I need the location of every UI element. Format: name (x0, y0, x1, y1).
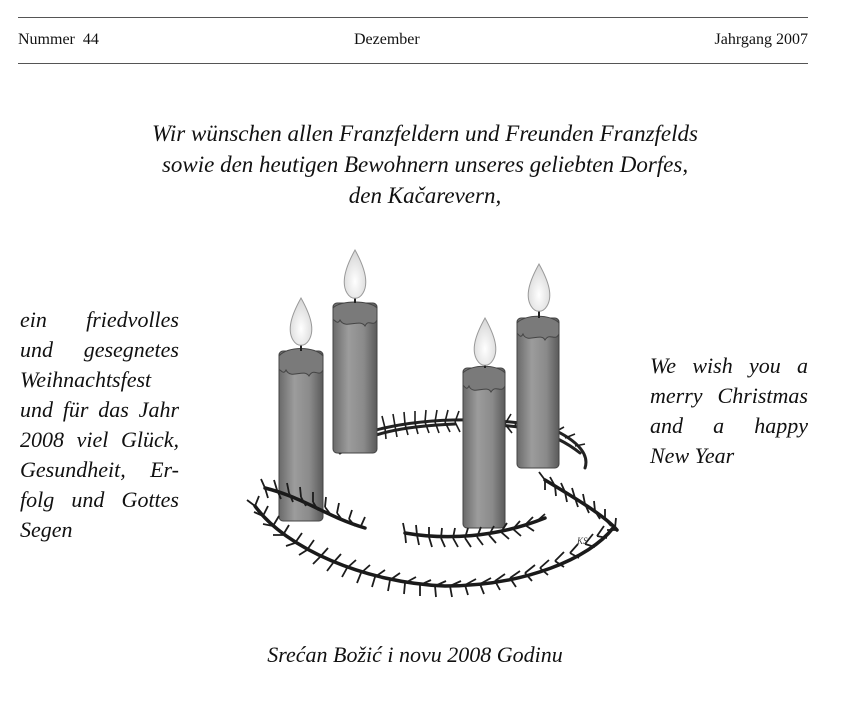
english-wish (650, 351, 808, 471)
english-wish-line: We wish you a (650, 353, 808, 378)
german-wish-line: folg und Gottes (20, 487, 179, 512)
candle-back-right (517, 264, 559, 468)
greeting-text (60, 118, 790, 211)
greeting-line: sowie den heutigen Bewohnern unseres geliebten Dorfes, (161, 152, 689, 177)
german-wish-line: und für das Jahr (20, 397, 179, 422)
german-wish-line: und gesegnetes (20, 337, 179, 362)
german-wish-line: Segen (20, 517, 73, 542)
serbian-wish: Srećan Božić i novu 2008 Godinu (267, 642, 563, 667)
issue-number: Nummer 44 (18, 31, 99, 48)
german-wish (20, 305, 179, 545)
greeting-line: den Kačarevern, (348, 183, 502, 208)
top-rule (18, 17, 808, 18)
english-wish-line: merry Christmas (650, 383, 808, 408)
german-wish-line: Gesundheit, Er- (20, 457, 179, 482)
english-wish-line: and a happy (650, 413, 808, 438)
header-bottom-rule (18, 63, 808, 64)
greeting-line: Wir wünschen allen Franzfeldern und Freunden Franzfelds (152, 121, 698, 146)
issue-month: Dezember (354, 31, 420, 48)
german-wish-line: 2008 viel Glück, (20, 427, 179, 452)
candle-front-right (463, 318, 505, 528)
english-wish-line: New Year (650, 443, 735, 468)
issue-volume: Jahrgang 2007 (714, 31, 808, 48)
german-wish-line: Weihnachtsfest (20, 367, 152, 392)
candle-front-left (279, 298, 323, 521)
advent-wreath-illustration (245, 248, 625, 600)
artist-signature: KS (577, 536, 588, 546)
german-wish-line: ein friedvolles (20, 307, 179, 332)
candle-back-left (333, 250, 377, 453)
